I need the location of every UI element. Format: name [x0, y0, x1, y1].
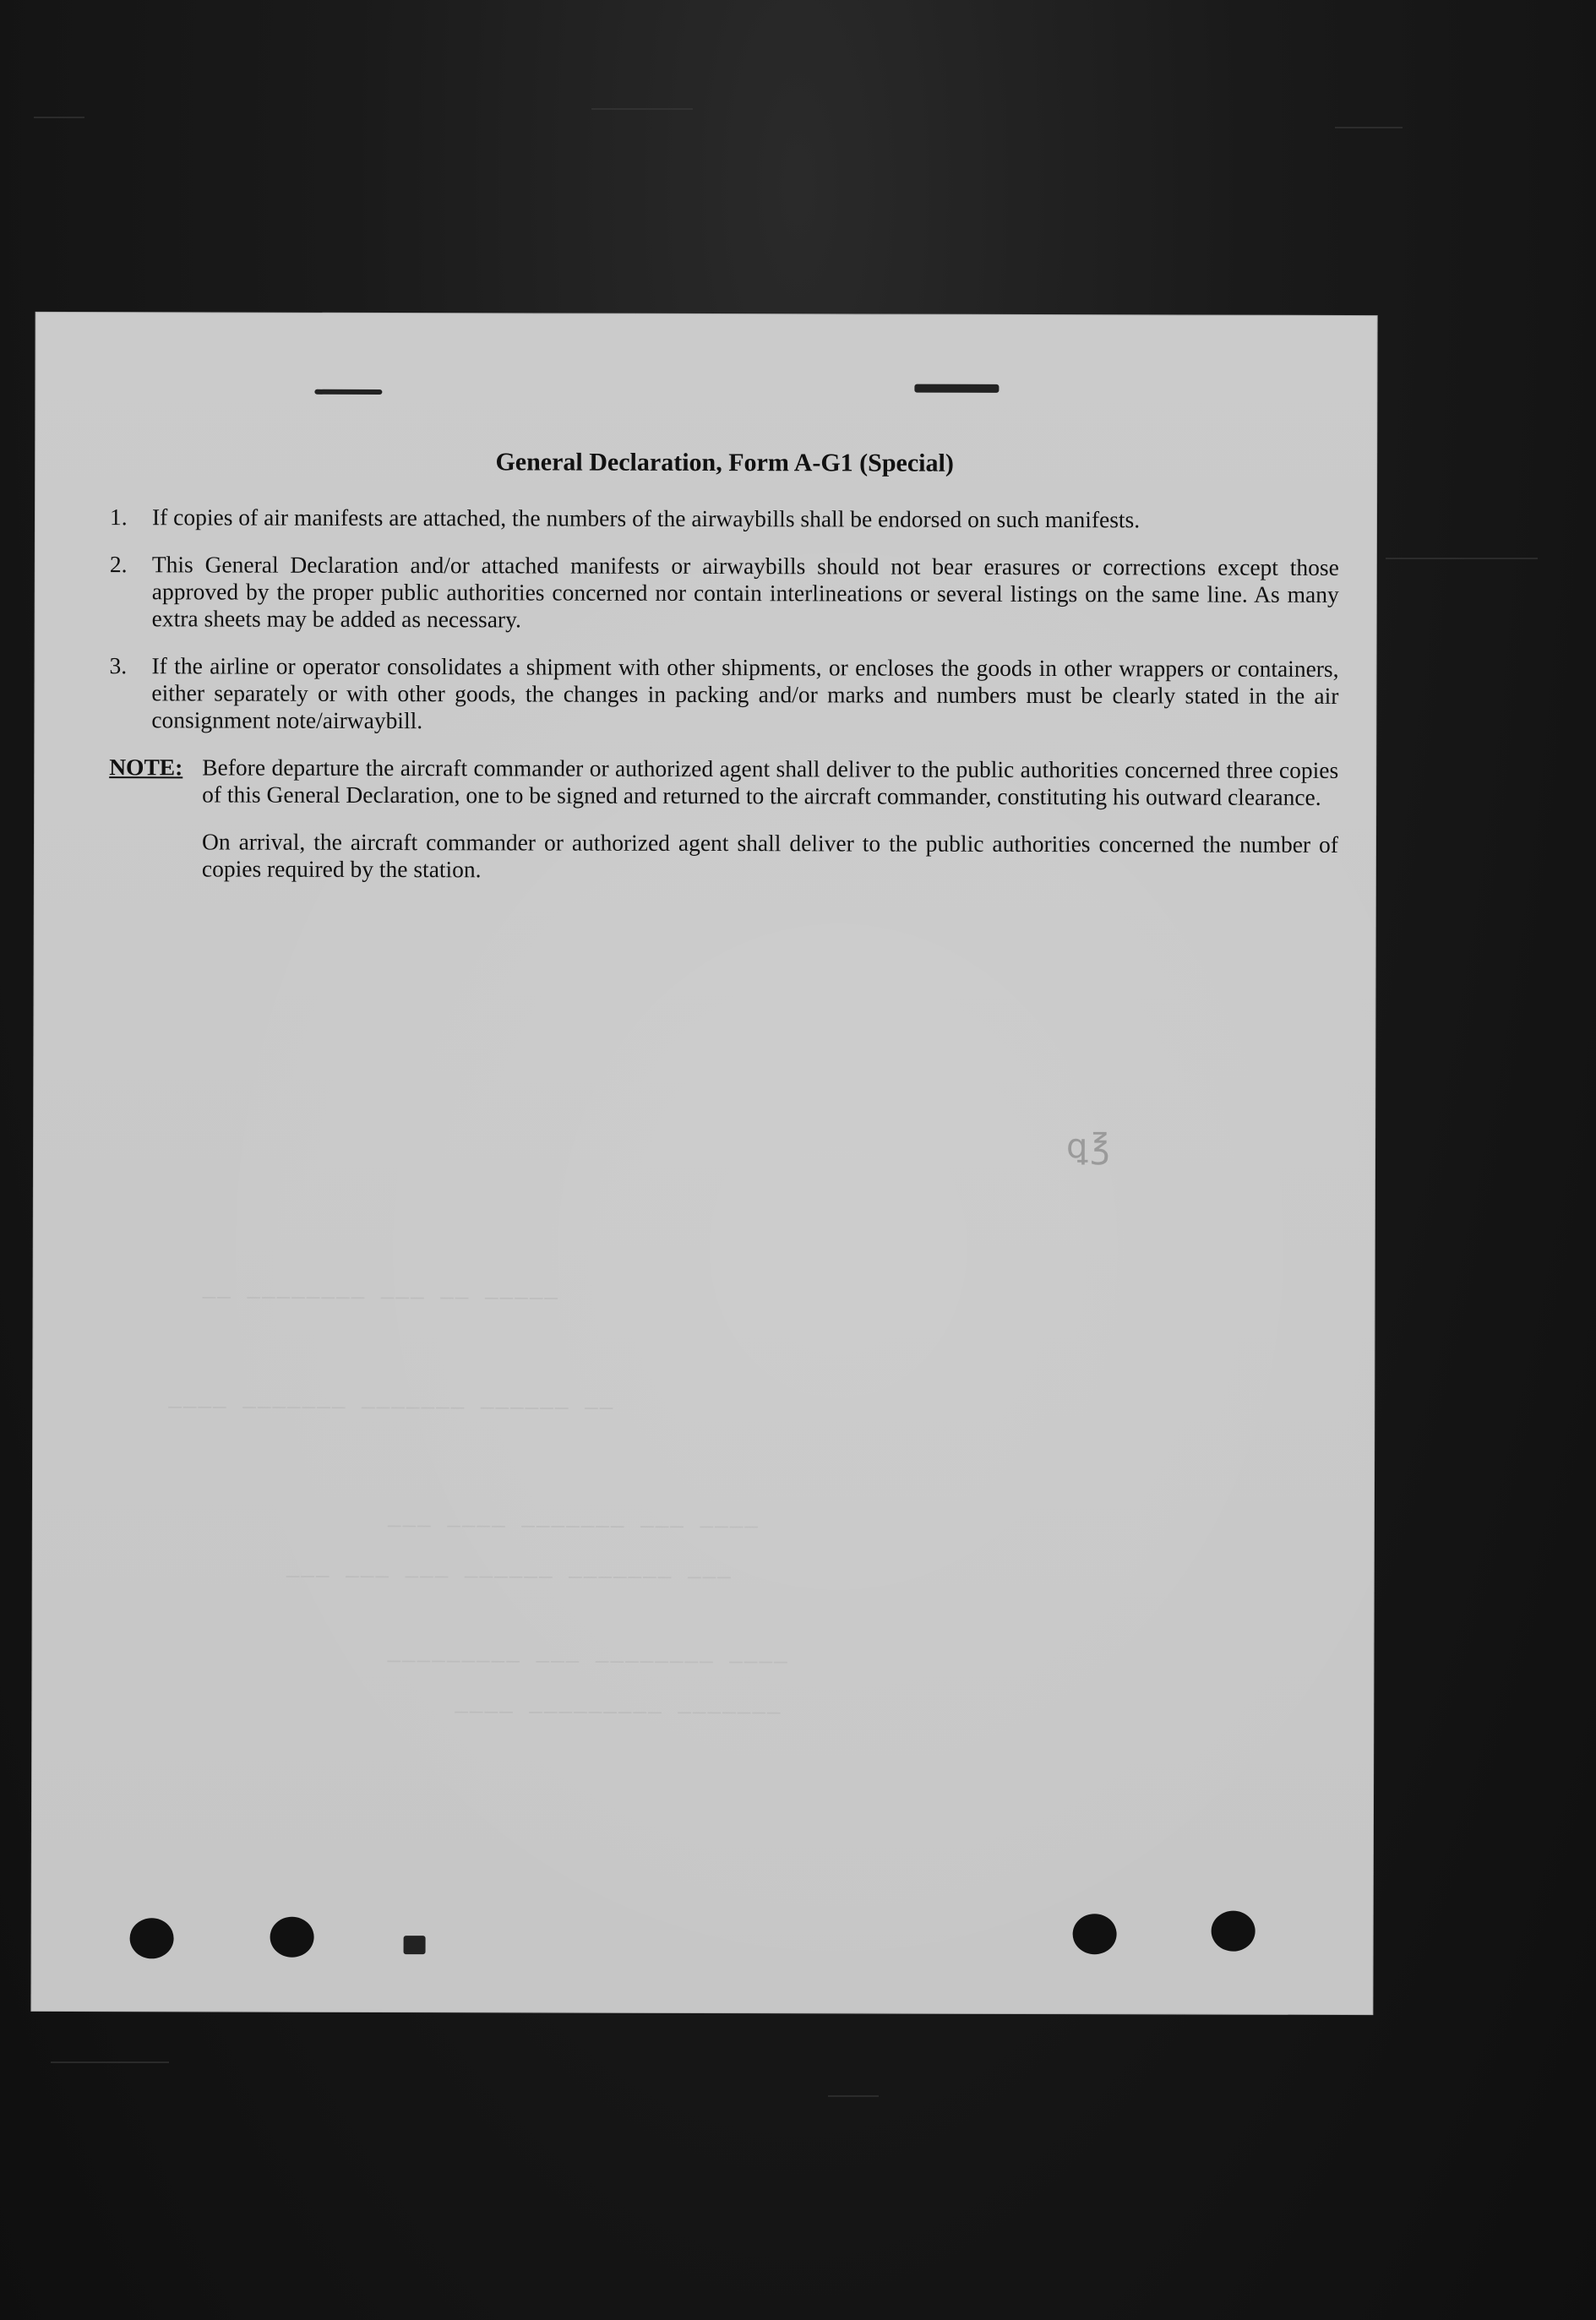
show-through-text: ———— ————————— ———————	[455, 1699, 782, 1726]
show-through-text: ————————— ——— ———————— ————	[387, 1648, 789, 1675]
show-through-text: ——— ———— ——————— ——— ————	[387, 1513, 760, 1540]
ink-smudge	[314, 389, 382, 395]
note-paragraph: Before departure the aircraft commander or authorized agent shall deliver to the public authorities concerned three copies of this General Declaration, one to be signed and returned to the aircraft commander, constituting his outward clearance.	[202, 754, 1339, 810]
ink-smudge	[914, 384, 999, 393]
show-through-text: —— ———————— ——— —— —————	[202, 1284, 560, 1311]
note-section	[109, 754, 1338, 906]
show-through-text: ——— ——— ——— —————— ——————— ———	[286, 1563, 733, 1591]
show-through-text: ———— ——————— ——————— —————— ——	[168, 1394, 615, 1421]
punch-hole	[270, 1917, 314, 1958]
faint-stamp-mark: ꝗ℥	[1065, 1127, 1113, 1166]
punch-hole	[1212, 1911, 1256, 1952]
ink-smudge	[404, 1936, 426, 1954]
item-text: If the airline or operator consolidates a shipment with other shipments, or encloses the goods in other wrappers or containers, either separately or with other goods, the changes in packing and/or marks and numbers must be clearly stated in the air consignment note/airwaybill.	[151, 652, 1339, 734]
note-body	[202, 754, 1338, 906]
document-page	[31, 313, 1376, 2014]
item-number: 3.	[109, 652, 128, 679]
punch-hole	[130, 1918, 174, 1958]
list-item	[110, 504, 1339, 534]
item-number: 1.	[109, 504, 128, 531]
item-number: 2.	[109, 551, 128, 578]
list-item	[110, 551, 1339, 635]
note-paragraph: On arrival, the aircraft commander or authorized agent shall deliver to the public authorities concerned the number of copies required by the station.	[201, 828, 1339, 883]
item-text: If copies of air manifests are attached, the numbers of the airwaybills shall be endorsed on such manifests.	[151, 504, 1141, 533]
list-item	[109, 652, 1338, 737]
punch-hole	[1073, 1914, 1117, 1954]
item-text: This General Declaration and/or attached manifests or airwaybills should not bear erasures or corrections except those approved by the proper public authorities concerned nor contain interlineations or several listings on the same line. As many extra sheets may be added as necessary.	[151, 551, 1339, 633]
note-label: NOTE:	[109, 754, 183, 781]
document-title: General Declaration, Form A-G1 (Special)	[495, 448, 954, 477]
declaration-content	[109, 448, 1339, 906]
